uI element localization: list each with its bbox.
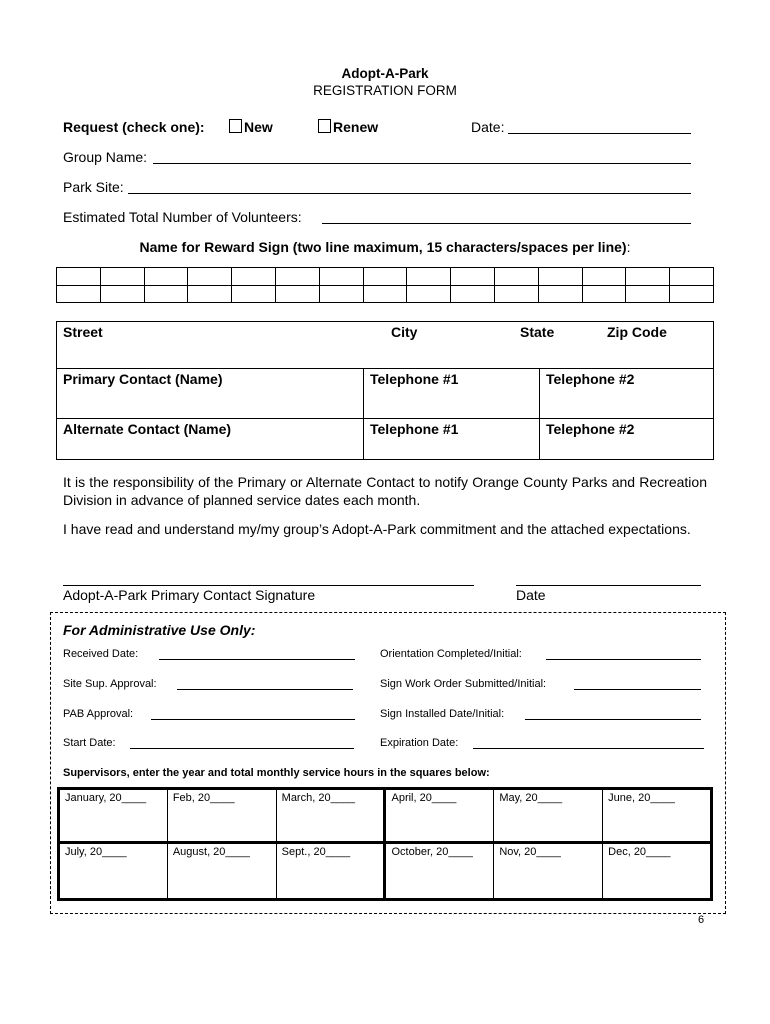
reward-sign-char-box[interactable] bbox=[275, 268, 319, 286]
alternate-contact-cell[interactable] bbox=[57, 419, 364, 460]
signature-line[interactable] bbox=[63, 585, 474, 586]
volunteers-line[interactable] bbox=[322, 223, 691, 224]
reward-sign-char-box[interactable] bbox=[232, 268, 276, 286]
expiration-date-label: Expiration Date: bbox=[380, 737, 459, 749]
month-cell-nov[interactable]: Nov, 20____ bbox=[494, 843, 603, 900]
renew-option[interactable] bbox=[318, 119, 378, 135]
month-cell-march[interactable]: March, 20____ bbox=[276, 789, 385, 843]
sign-work-order-line[interactable] bbox=[574, 689, 701, 690]
expiration-date-line[interactable] bbox=[473, 748, 704, 749]
state-label: State bbox=[520, 324, 555, 340]
orientation-line[interactable] bbox=[546, 659, 701, 660]
reward-sign-row bbox=[57, 285, 714, 303]
signature-date-label: Date bbox=[516, 587, 546, 603]
reward-sign-char-box[interactable] bbox=[582, 268, 626, 286]
park-site-label: Park Site: bbox=[63, 179, 124, 195]
reward-sign-char-box[interactable] bbox=[188, 268, 232, 286]
pab-approval-line[interactable] bbox=[151, 719, 355, 720]
supervisors-note: Supervisors, enter the year and total monthly service hours in the squares below: bbox=[63, 767, 490, 779]
reward-sign-char-box[interactable] bbox=[275, 285, 319, 303]
month-cell-august[interactable]: August, 20____ bbox=[167, 843, 276, 900]
reward-sign-char-box[interactable] bbox=[144, 268, 188, 286]
month-cell-sept[interactable]: Sept., 20____ bbox=[276, 843, 385, 900]
primary-contact-label: Primary Contact (Name) bbox=[63, 371, 223, 387]
group-name-line[interactable] bbox=[153, 163, 691, 164]
month-cell-july[interactable]: July, 20____ bbox=[59, 843, 168, 900]
alternate-tel1-label: Telephone #1 bbox=[370, 421, 459, 437]
monthly-hours-table bbox=[57, 787, 713, 901]
reward-sign-char-box[interactable] bbox=[363, 285, 407, 303]
form-title: Adopt-A-Park bbox=[341, 66, 429, 81]
new-label: New bbox=[244, 119, 273, 135]
alternate-tel2-label: Telephone #2 bbox=[546, 421, 635, 437]
volunteers-label: Estimated Total Number of Volunteers: bbox=[63, 209, 302, 225]
reward-sign-char-box[interactable] bbox=[451, 285, 495, 303]
reward-sign-char-box[interactable] bbox=[494, 285, 538, 303]
primary-tel2-cell[interactable] bbox=[540, 369, 714, 419]
primary-contact-cell[interactable] bbox=[57, 369, 364, 419]
responsibility-paragraph: It is the responsibility of the Primary or Alternate Contact to notify Orange County Parks and Recreation Division in advance of planned service dates each month. bbox=[63, 474, 707, 508]
primary-tel2-label: Telephone #2 bbox=[546, 371, 635, 387]
signature-date-line[interactable] bbox=[516, 585, 701, 586]
reward-sign-char-box[interactable] bbox=[319, 268, 363, 286]
reward-sign-char-box[interactable] bbox=[57, 285, 101, 303]
orientation-label: Orientation Completed/Initial: bbox=[380, 648, 522, 660]
sign-work-order-label: Sign Work Order Submitted/Initial: bbox=[380, 678, 547, 690]
month-cell-october[interactable]: October, 20____ bbox=[385, 843, 494, 900]
primary-tel1-label: Telephone #1 bbox=[370, 371, 459, 387]
reward-sign-char-box[interactable] bbox=[232, 285, 276, 303]
reward-sign-char-box[interactable] bbox=[407, 268, 451, 286]
form-subtitle: REGISTRATION FORM bbox=[313, 83, 457, 98]
request-date-label: Date: bbox=[471, 119, 505, 135]
month-cell-april[interactable]: April, 20____ bbox=[385, 789, 494, 843]
new-option[interactable] bbox=[229, 119, 273, 135]
reward-sign-char-box[interactable] bbox=[100, 268, 144, 286]
received-date-line[interactable] bbox=[159, 659, 355, 660]
park-site-line[interactable] bbox=[128, 193, 691, 194]
contact-table bbox=[56, 321, 714, 460]
reward-sign-grid bbox=[56, 267, 714, 303]
group-name-label: Group Name: bbox=[63, 149, 148, 165]
reward-sign-char-box[interactable] bbox=[582, 285, 626, 303]
zip-label: Zip Code bbox=[607, 324, 667, 340]
primary-tel1-cell[interactable] bbox=[364, 369, 540, 419]
month-cell-june[interactable]: June, 20____ bbox=[603, 789, 712, 843]
reward-sign-char-box[interactable] bbox=[144, 285, 188, 303]
reward-sign-char-box[interactable] bbox=[626, 268, 670, 286]
reward-sign-char-box[interactable] bbox=[494, 268, 538, 286]
alternate-tel1-cell[interactable] bbox=[364, 419, 540, 460]
acknowledgement-paragraph: I have read and understand my/my group’s Adopt-A-Park commitment and the attached expectations. bbox=[63, 521, 691, 537]
start-date-label: Start Date: bbox=[63, 737, 116, 749]
reward-sign-char-box[interactable] bbox=[57, 268, 101, 286]
request-label: Request (check one): bbox=[63, 119, 205, 135]
pab-approval-label: PAB Approval: bbox=[63, 708, 134, 720]
site-sup-approval-line[interactable] bbox=[177, 689, 353, 690]
street-label: Street bbox=[63, 324, 103, 340]
reward-sign-char-box[interactable] bbox=[538, 268, 582, 286]
reward-sign-char-box[interactable] bbox=[626, 285, 670, 303]
reward-sign-char-box[interactable] bbox=[100, 285, 144, 303]
reward-sign-label: Name for Reward Sign (two line maximum, 15 characters/spaces per line): bbox=[139, 239, 631, 255]
reward-sign-char-box[interactable] bbox=[670, 285, 714, 303]
renew-checkbox[interactable] bbox=[318, 119, 331, 133]
reward-sign-char-box[interactable] bbox=[538, 285, 582, 303]
reward-sign-char-box[interactable] bbox=[451, 268, 495, 286]
site-sup-approval-label: Site Sup. Approval: bbox=[63, 678, 157, 690]
start-date-line[interactable] bbox=[130, 748, 354, 749]
reward-sign-char-box[interactable] bbox=[363, 268, 407, 286]
month-cell-may[interactable]: May, 20____ bbox=[494, 789, 603, 843]
alternate-tel2-cell[interactable] bbox=[540, 419, 714, 460]
sign-installed-line[interactable] bbox=[525, 719, 701, 720]
new-checkbox[interactable] bbox=[229, 119, 242, 133]
reward-sign-char-box[interactable] bbox=[319, 285, 363, 303]
received-date-label: Received Date: bbox=[63, 648, 139, 660]
month-cell-january[interactable]: January, 20____ bbox=[59, 789, 168, 843]
renew-label: Renew bbox=[333, 119, 379, 135]
reward-sign-char-box[interactable] bbox=[188, 285, 232, 303]
page-number: 6 bbox=[698, 914, 705, 926]
month-cell-dec[interactable]: Dec, 20____ bbox=[603, 843, 712, 900]
reward-sign-row bbox=[57, 268, 714, 286]
sign-installed-label: Sign Installed Date/Initial: bbox=[380, 708, 505, 720]
admin-heading: For Administrative Use Only: bbox=[63, 622, 256, 638]
city-label: City bbox=[391, 324, 418, 340]
month-cell-feb[interactable]: Feb, 20____ bbox=[167, 789, 276, 843]
request-date-line[interactable] bbox=[508, 133, 691, 134]
address-row[interactable] bbox=[57, 322, 714, 369]
alternate-contact-label: Alternate Contact (Name) bbox=[63, 421, 232, 437]
reward-sign-char-box[interactable] bbox=[670, 268, 714, 286]
signature-label: Adopt-A-Park Primary Contact Signature bbox=[63, 587, 316, 603]
reward-sign-char-box[interactable] bbox=[407, 285, 451, 303]
